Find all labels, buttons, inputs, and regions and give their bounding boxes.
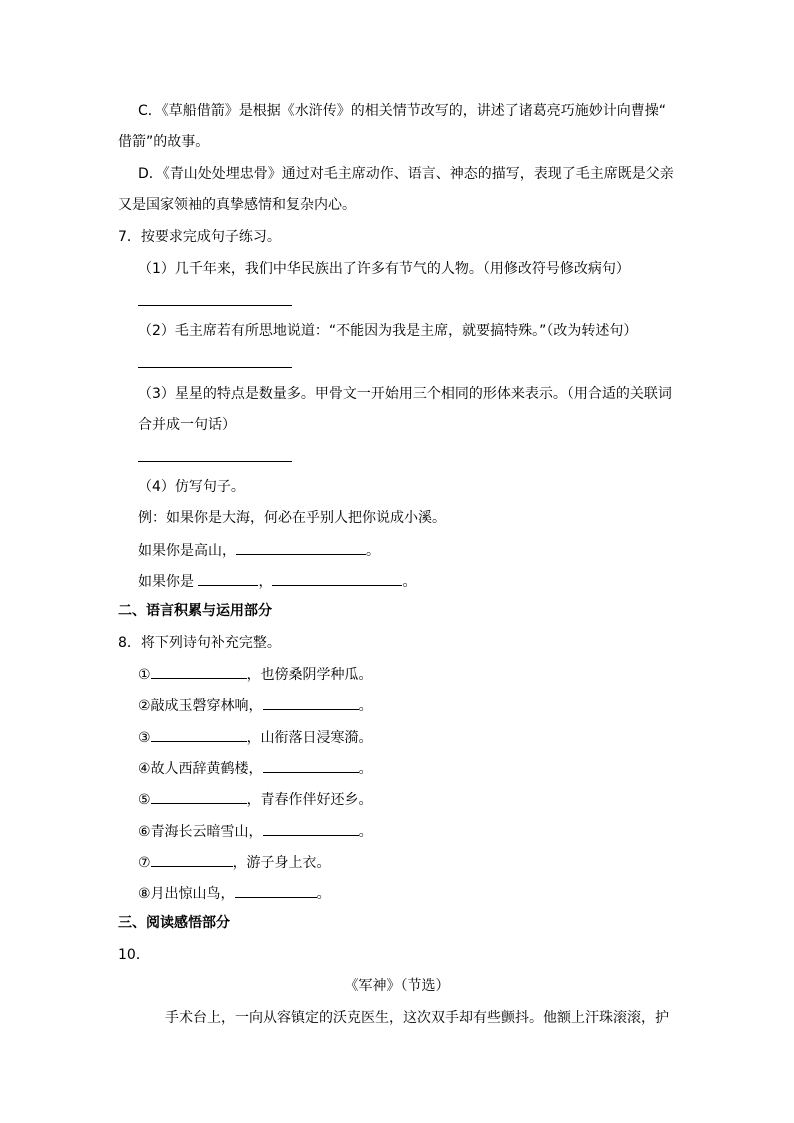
q8-poem-text-after: ，青春作伴好还乡。	[246, 792, 373, 808]
q10-number: 10．	[118, 947, 150, 963]
q7-fill2-blank1[interactable]	[198, 571, 258, 586]
q7-fill2-comma: ，	[258, 574, 273, 590]
q8-poem-marker: ①	[138, 667, 151, 683]
q8-poem-marker: ②	[138, 698, 151, 714]
q7-item2: （2）毛主席若有所思地说道：“不能因为我是主席，就要搞特殊。”（改为转述句）	[138, 323, 638, 339]
q7-item4: （4）仿写句子。	[138, 479, 245, 495]
q6-option-d-line2: 又是国家领袖的真挚感情和复杂内心。	[118, 197, 356, 213]
q8-poem-text-before: 敲成玉磬穿林响，	[150, 698, 263, 714]
q6-option-d-line1: D．《青山处处埋忠骨》通过对毛主席动作、语言、神态的描写，表现了毛主席既是父亲	[138, 166, 674, 182]
q7-fill2-period: 。	[402, 574, 417, 590]
q8-poem-marker: ⑥	[138, 824, 151, 840]
q7-example: 例：如果你是大海，何必在乎别人把你说成小溪。	[138, 510, 446, 526]
q7-item3-answer-line[interactable]	[138, 461, 292, 462]
q8-poem-blank[interactable]	[151, 727, 247, 742]
q8-poem-text-before: 月出惊山鸟，	[150, 886, 235, 902]
q8-poem-text-after: ，游子身上衣。	[232, 855, 331, 871]
q7-fill1	[138, 540, 380, 561]
q7-item3-line2: 合并成一句话）	[138, 417, 236, 433]
q7-item3-line1: （3）星星的特点是数量多。甲骨文一开始用三个相同的形体来表示。（用合适的关联词	[138, 386, 672, 402]
q8-poem-item	[138, 821, 373, 842]
q8-poem-text-after: 。	[358, 698, 373, 714]
q8-poem-blank[interactable]	[151, 664, 247, 679]
q7-fill1-period: 。	[366, 543, 380, 559]
q8-poem-blank[interactable]	[263, 695, 359, 710]
q10-passage-line1: 手术台上，一向从容镇定的沃克医生，这次双手却有些颤抖。他额上汗珠滚滚，护	[165, 1010, 669, 1026]
q8-poem-item	[138, 758, 373, 779]
q8-poem-item	[138, 727, 373, 748]
q8-poem-text-before: 故人西辞黄鹤楼，	[150, 761, 263, 777]
q6-option-c-line1: C．《草船借箭》是根据《水浒传》的相关情节改写的，讲述了诸葛亮巧施妙计向曹操“	[138, 103, 667, 119]
q7-title: 7．按要求完成句子练习。	[118, 229, 281, 245]
q7-fill1-blank[interactable]	[236, 540, 366, 555]
q8-poem-text-after: ，山衔落日浸寒漪。	[246, 730, 373, 746]
q7-fill2-prefix: 如果你是	[138, 574, 199, 590]
q8-poem-marker: ⑧	[138, 886, 151, 902]
section2-title: 二、语言积累与运用部分	[118, 603, 272, 619]
q8-title: 8．将下列诗句补充完整。	[118, 635, 281, 651]
section3-title: 三、阅读感悟部分	[118, 915, 230, 931]
q8-poem-item	[138, 789, 373, 810]
q8-poem-marker: ⑤	[138, 792, 151, 808]
q8-poem-blank[interactable]	[263, 758, 359, 773]
q8-poem-blank[interactable]	[235, 883, 317, 898]
q7-fill2	[138, 571, 416, 592]
q10-passage-title: 《军神》（节选）	[344, 978, 450, 994]
q7-fill2-blank2[interactable]	[272, 571, 402, 586]
q8-poem-marker: ④	[138, 761, 151, 777]
q8-poem-blank[interactable]	[151, 852, 233, 867]
q8-poem-text-after: 。	[358, 761, 373, 777]
q7-item1-answer-line[interactable]	[138, 305, 292, 306]
q7-fill1-prefix: 如果你是高山，	[138, 543, 236, 559]
q7-item1: （1）几千年来，我们中华民族出了许多有节气的人物。（用修改符号修改病句）	[138, 261, 630, 277]
q8-poem-item	[138, 883, 331, 904]
q8-poem-blank[interactable]	[263, 821, 359, 836]
q8-poem-text-after: 。	[316, 886, 331, 902]
q8-poem-marker: ③	[138, 730, 151, 746]
q6-option-c-line2: 借箭”的故事。	[118, 134, 210, 150]
q8-poem-blank[interactable]	[151, 789, 247, 804]
q8-poem-marker: ⑦	[138, 855, 151, 871]
q8-poem-item	[138, 695, 373, 716]
q8-poem-text-after: ，也傍桑阴学种瓜。	[246, 667, 373, 683]
q8-poem-text-before: 青海长云暗雪山，	[150, 824, 263, 840]
q8-poem-item	[138, 852, 331, 873]
q7-item2-answer-line[interactable]	[138, 367, 292, 368]
q8-poem-item	[138, 664, 373, 685]
q8-poem-text-after: 。	[358, 824, 373, 840]
